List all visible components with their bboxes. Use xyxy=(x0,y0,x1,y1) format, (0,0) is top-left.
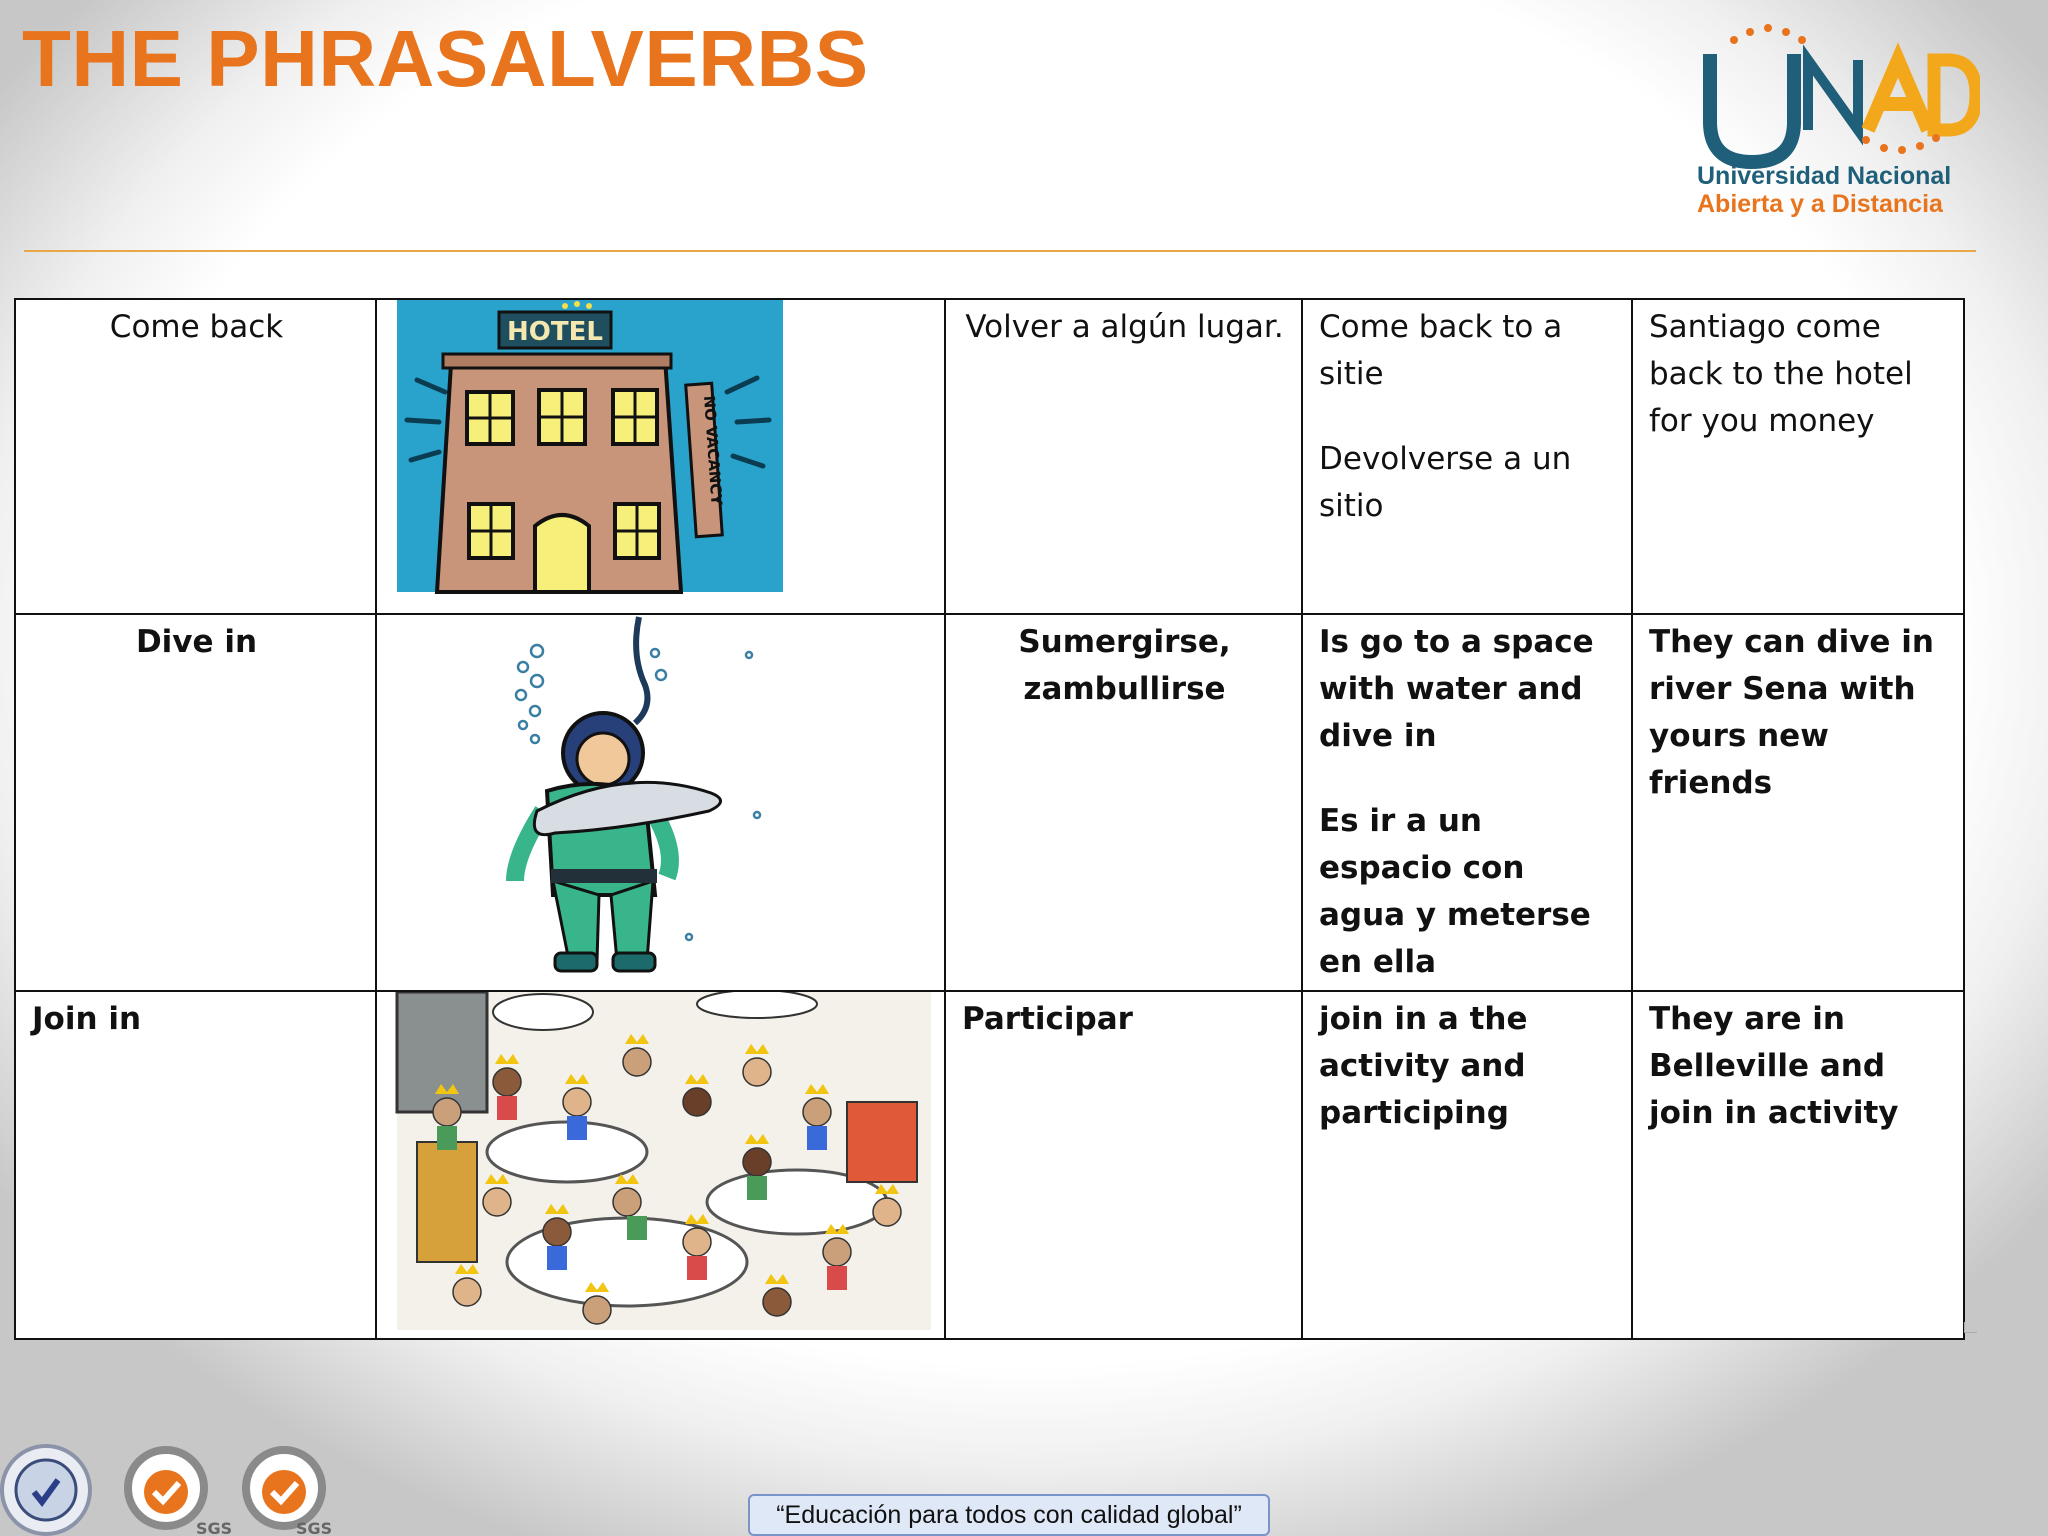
sgs-label: SGS xyxy=(296,1519,333,1536)
phrasal-verbs-table xyxy=(14,298,1965,1340)
table-resize-mark xyxy=(1964,1322,1977,1333)
example-cell xyxy=(1632,299,1964,614)
colombia-seal-icon xyxy=(2,1446,90,1534)
translation-text: Volver a algún lugar. xyxy=(965,309,1284,345)
party-illustration xyxy=(377,992,945,1330)
sgs-cert-icon xyxy=(246,1450,332,1536)
translation-text: Participar xyxy=(962,1001,1133,1037)
logo-line-1: Universidad Nacional xyxy=(1697,162,1952,190)
example-cell xyxy=(1632,991,1964,1339)
vacancy-sign: NO VACANCY xyxy=(700,395,726,506)
meaning-en: Is go to a space with water and dive in xyxy=(1319,624,1594,754)
verb-cell xyxy=(15,991,376,1339)
image-cell xyxy=(376,991,945,1339)
table-row xyxy=(15,299,1964,614)
meaning-es: Devolverse a un sitio xyxy=(1319,441,1572,524)
verb-text: Dive in xyxy=(135,624,258,660)
logo-caption xyxy=(1697,162,1951,218)
meaning-cell xyxy=(1302,991,1632,1339)
verb-text: Come back xyxy=(109,309,284,345)
hotel-illustration xyxy=(377,300,945,605)
meaning-cell xyxy=(1302,299,1632,614)
diver-illustration xyxy=(377,615,945,975)
meaning-en: Come back to a sitie xyxy=(1319,309,1563,392)
translation-cell xyxy=(945,299,1302,614)
example-text: They can dive in river Sena with yours new friends xyxy=(1649,624,1934,801)
table-row xyxy=(15,614,1964,991)
verb-cell xyxy=(15,614,376,991)
meaning-cell xyxy=(1302,614,1632,991)
translation-text: Sumergirse, zambullirse xyxy=(1018,624,1231,707)
image-cell xyxy=(376,299,945,614)
hotel-sign-text: HOTEL xyxy=(507,317,603,347)
meaning-en: join in a the activity and participing xyxy=(1319,1001,1528,1131)
image-cell xyxy=(376,614,945,991)
translation-cell xyxy=(945,991,1302,1339)
logo-dots-top xyxy=(1730,24,1806,44)
logo-dots-bottom xyxy=(1862,134,1940,154)
header-divider xyxy=(24,250,1976,252)
example-text: They are in Belleville and join in activity xyxy=(1649,1001,1899,1131)
sgs-cert-icon xyxy=(128,1450,232,1536)
translation-cell xyxy=(945,614,1302,991)
sgs-label: SGS xyxy=(196,1519,233,1536)
logo-line-2: Abierta y a Distancia xyxy=(1697,190,1943,218)
example-text: Santiago come back to the hotel for you money xyxy=(1649,309,1913,439)
example-cell xyxy=(1632,614,1964,991)
table-row xyxy=(15,991,1964,1339)
footer-slogan: “Educación para todos con calidad global” xyxy=(748,1494,1270,1536)
footer-logos xyxy=(0,1436,340,1536)
verb-cell xyxy=(15,299,376,614)
slide-title: THE PHRASALVERBS xyxy=(22,14,869,103)
meaning-es: Es ir a un espacio con agua y meterse en ella xyxy=(1319,803,1591,980)
verb-text: Join in xyxy=(32,1001,142,1037)
